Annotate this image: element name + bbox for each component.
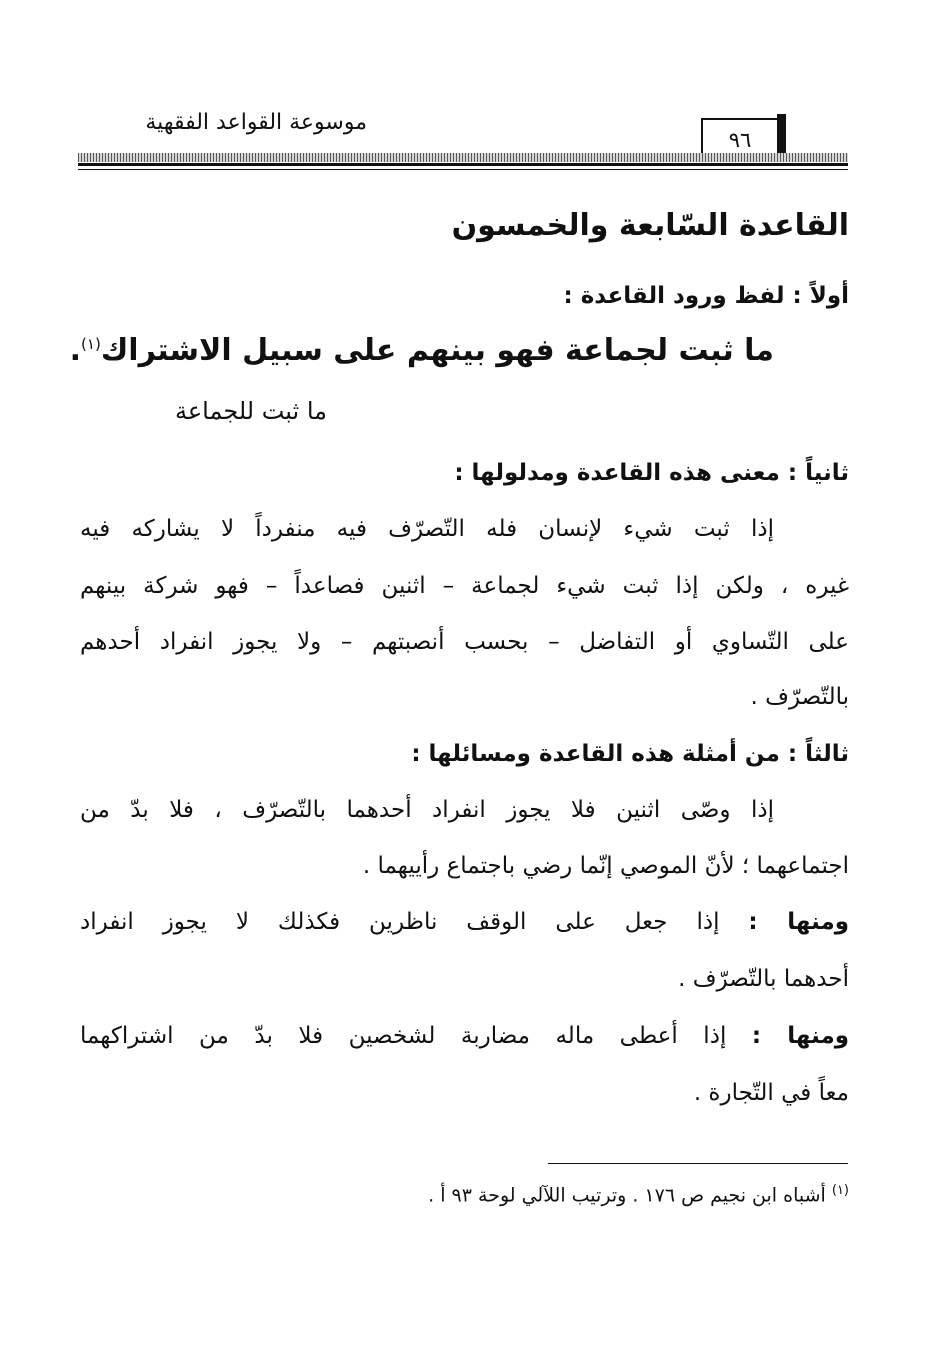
header-thin-rule (78, 169, 848, 170)
third-heading: ثالثاً : من أمثلة هذه القاعدة ومسائلها : (411, 741, 849, 767)
example1-line-1: إذا وصّى اثنين فلا يجوز انفراد أحدهما بالتّصرّف ، فلا بدّ من (80, 797, 774, 823)
rule-statement-text: ما ثبت لجماعة فهو بينهم على سبيل الاشتراك (100, 333, 774, 368)
example2-text: إذا جعل على الوقف ناظرين فكذلك لا يجوز انفراد (80, 909, 720, 935)
meaning-line-2: غيره ، ولكن إذا ثبت شيء لجماعة – اثنين فصاعداً – فهو شركة بينهم (80, 573, 849, 599)
example2-lead: ومنها : (748, 909, 850, 935)
second-heading: ثانياً : معنى هذه القاعدة ومدلولها : (454, 460, 849, 486)
rule-title: القاعدة السّابعة والخمسون (451, 208, 849, 243)
rule-statement-end: . (69, 333, 82, 368)
header-hatched-rule (78, 153, 848, 162)
footnote (428, 1183, 849, 1206)
footnote-ref: (١) (81, 335, 101, 353)
example3-lead: ومنها : (751, 1023, 850, 1049)
meaning-line-3: على التّساوي أو التفاضل – بحسب أنصبتهم – ولا يجوز انفراد أحدهم (80, 629, 849, 655)
first-heading: أولاً : لفظ ورود القاعدة : (563, 283, 849, 309)
meaning-line-1: إذا ثبت شيء لإنسان فله التّصرّف فيه منفرداً لا يشاركه فيه (80, 516, 774, 542)
page-number: ٩٦ (701, 118, 779, 162)
rule-statement (70, 333, 774, 368)
example2-line-1 (80, 909, 849, 935)
rule-short-form: ما ثبت للجماعة (174, 397, 327, 425)
footnote-text: أشباه ابن نجيم ص ١٧٦ . وترتيب اللآلي لوحة ٩٣ أ . (428, 1184, 826, 1207)
meaning-line-4: بالتّصرّف . (750, 684, 849, 710)
example3-text: إذا أعطى ماله مضاربة لشخصين فلا بدّ من اشتراكهما (80, 1023, 727, 1049)
example2-line-2: أحدهما بالتّصرّف . (678, 966, 849, 992)
example3-line-1 (80, 1023, 849, 1049)
example1-line-2: اجتماعهما ؛ لأنّ الموصي إنّما رضي باجتماع رأييهما . (362, 853, 849, 879)
footnote-separator (548, 1163, 848, 1164)
header-thick-rule (78, 163, 848, 166)
running-header-title: موسوعة القواعد الفقهية (145, 110, 367, 135)
footnote-marker: (١) (831, 1183, 849, 1198)
example3-line-2: معاً في التّجارة . (693, 1080, 849, 1106)
